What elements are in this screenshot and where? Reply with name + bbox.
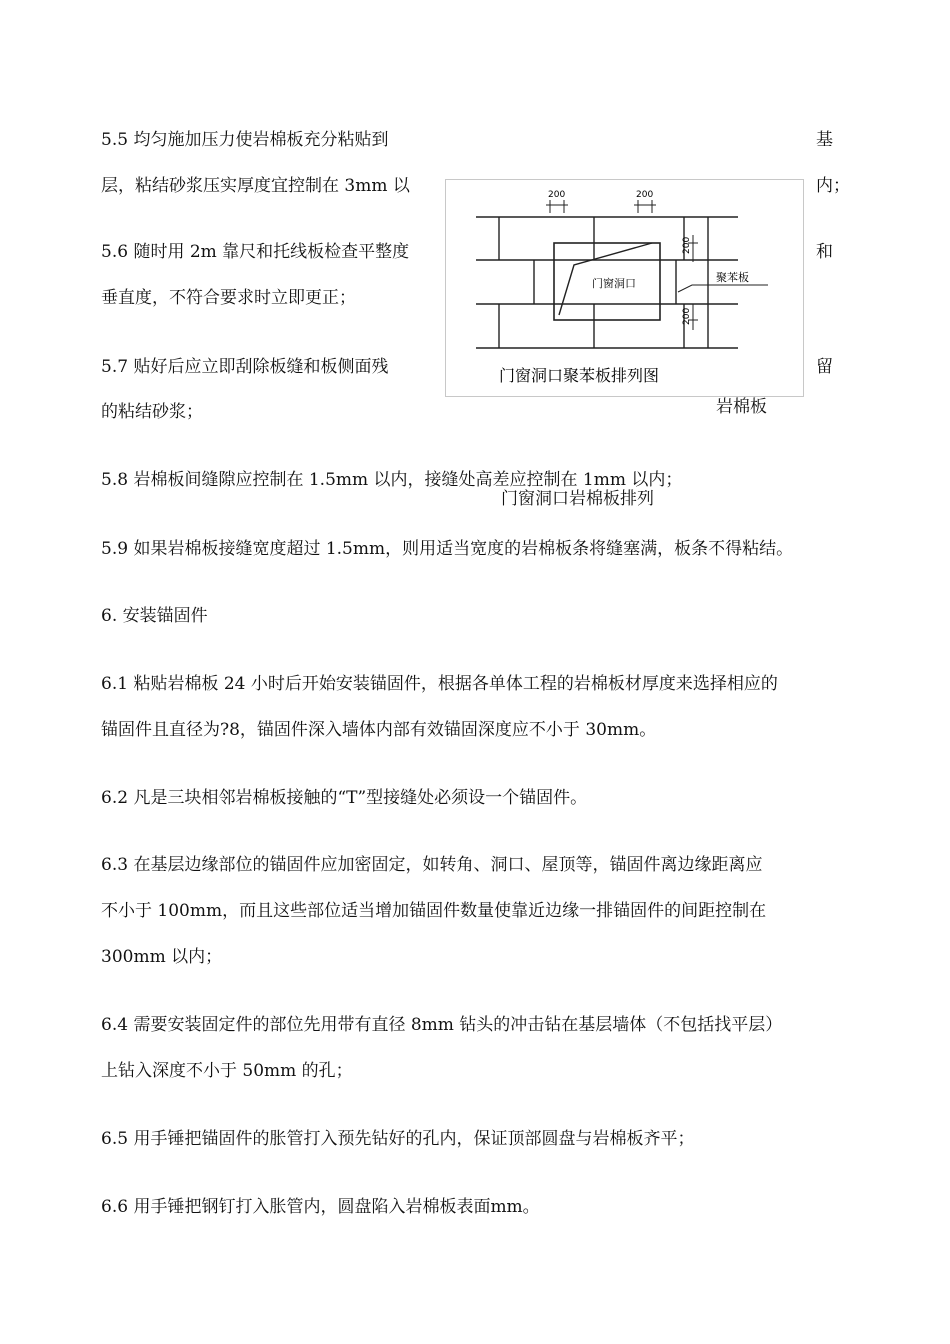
para-6-3-line3: 300mm 以内； [101, 947, 223, 967]
para-5-6-line2: 垂直度，不符合要求时立即更正； [101, 288, 356, 308]
dimension-right-top: 200 [682, 236, 692, 254]
board-arrangement-diagram [446, 180, 803, 396]
para-6-1-line2: 锚固件且直径为?8，锚固件深入墙体内部有效锚固深度应不小于 30mm。 [101, 720, 657, 740]
board-label: 聚苯板 [716, 271, 749, 284]
para-5-5-line1-end: 基 [816, 130, 833, 150]
figure-title: 门窗洞口聚苯板排列图 [499, 366, 660, 385]
para-6-3-line1: 6.3 在基层边缘部位的锚固件应加密固定，如转角、洞口、屋顶等，锚固件离边缘距离应 [101, 855, 763, 875]
para-6-3-line2: 不小于 100mm，而且这些部位适当增加锚固件数量使靠近边缘一排锚固件的间距控制在 [101, 901, 767, 921]
label-leader [678, 285, 768, 292]
para-5-5-line2-end: 内； [816, 176, 850, 196]
para-6-6: 6.6 用手锤把钢钉打入胀管内，圆盘陷入岩棉板表面mm。 [101, 1197, 540, 1217]
para-6-4-line2: 上钻入深度不小于 50mm 的孔； [101, 1061, 353, 1081]
para-5-6-line1-end: 和 [816, 242, 833, 262]
section-6-heading: 6. 安装锚固件 [101, 606, 208, 626]
opening-label: 门窗洞口 [592, 277, 636, 290]
para-5-5-line2: 层，粘结砂浆压实厚度宜控制在 3mm 以 [101, 176, 410, 196]
dimension-top-left: 200 [548, 190, 566, 200]
para-5-7-line1-end: 留 [816, 357, 833, 377]
para-5-5-line1: 5.5 均匀施加压力使岩棉板充分粘贴到 [101, 130, 389, 150]
para-6-4-line1: 6.4 需要安装固定件的部位先用带有直径 8mm 钻头的冲击钻在基层墙体（不包括找平层） [101, 1015, 783, 1035]
para-6-5: 6.5 用手锤把锚固件的胀管打入预先钻好的孔内，保证顶部圆盘与岩棉板齐平； [101, 1129, 695, 1149]
para-5-7-line1: 5.7 贴好后应立即刮除板缝和板侧面残 [101, 357, 389, 377]
para-6-1-line1: 6.1 粘贴岩棉板 24 小时后开始安装锚固件，根据各单体工程的岩棉板材厚度来选择相应的 [101, 674, 778, 694]
para-5-9: 5.9 如果岩棉板接缝宽度超过 1.5mm，则用适当宽度的岩棉板条将缝塞满，板条不得粘结。 [101, 539, 794, 559]
figure-caption-line1: 岩棉板 [716, 397, 767, 417]
board-arrangement-figure [445, 179, 804, 397]
figure-caption-line2: 门窗洞口岩棉板排列 [501, 489, 654, 509]
para-6-2: 6.2 凡是三块相邻岩棉板接触的“T”型接缝处必须设一个锚固件。 [101, 788, 588, 808]
para-5-7-line2: 的粘结砂浆； [101, 402, 203, 422]
para-5-8: 5.8 岩棉板间缝隙应控制在 1.5mm 以内，接缝处高差应控制在 1mm 以内； [101, 470, 683, 490]
para-5-6-line1: 5.6 随时用 2m 靠尺和托线板检查平整度 [101, 242, 410, 262]
dimension-right-bottom: 200 [682, 307, 692, 325]
dimension-top-right: 200 [636, 190, 654, 200]
